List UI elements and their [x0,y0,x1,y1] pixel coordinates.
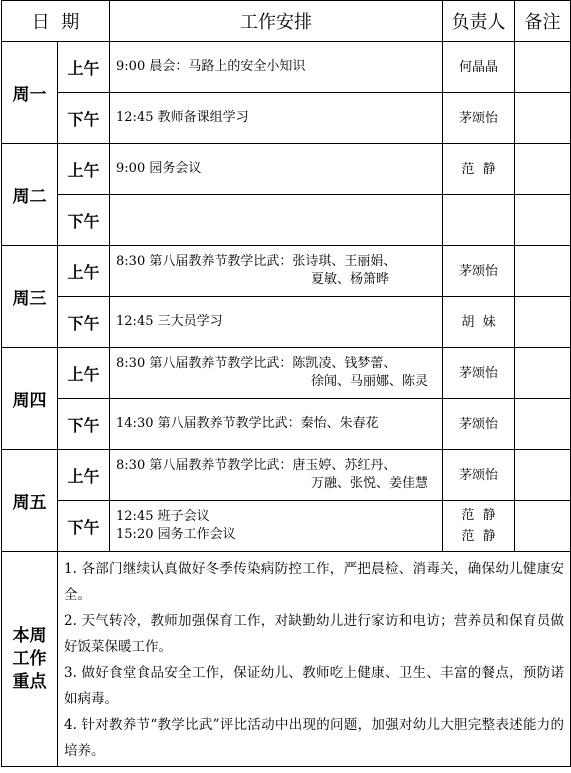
owner-name: 何晶晶 [459,59,499,75]
task-line: 8:30 第八届教养节教学比武：唐玉婷、苏红丹、 [116,458,397,473]
owner-cell [443,348,515,399]
day-label: 周三 [2,246,58,348]
day-label: 周一 [2,42,58,144]
schedule-row [2,297,571,348]
owner-name: 茅颂怡 [459,110,499,126]
note-cell [515,450,571,501]
owner-name: 茅颂怡 [459,365,499,381]
task-cell [110,399,443,450]
header-date: 日 期 [2,1,110,42]
note-cell [515,399,571,450]
task-cell [110,501,443,552]
note-cell [515,144,571,195]
note-cell [515,93,571,144]
period-label: 上午 [58,144,110,195]
day-label: 周四 [2,348,58,450]
focus-row [2,552,571,767]
owner-cell [443,93,515,144]
header-owner: 负责人 [443,1,515,42]
note-cell [515,195,571,246]
owner-name: 范 静 [461,161,496,177]
owner-name: 胡 妹 [461,314,496,330]
header-note: 备注 [515,1,571,42]
task-cell [110,348,443,399]
period-label: 下午 [58,501,110,552]
owner-cell [443,450,515,501]
period-label: 上午 [58,42,110,93]
task-line: 12:45 班子会议 [116,509,210,524]
period-label: 上午 [58,246,110,297]
owner-cell [443,297,515,348]
day-label: 周五 [2,450,58,552]
period-label: 下午 [58,399,110,450]
task-line: 9:00 园务会议 [116,161,202,176]
focus-item: 1. 各部门继续认真做好冬季传染病防控工作，严把晨检、消毒关，确保幼儿健康安全。 [64,561,565,603]
owner-name: 范 静 [461,508,496,523]
period-label: 上午 [58,348,110,399]
owner-name: 范 静 [461,529,496,544]
owner-cell [443,501,515,552]
schedule-row [2,348,571,399]
schedule-row [2,42,571,93]
focus-item: 2. 天气转冷，教师加强保育工作，对缺勤幼儿进行家访和电访；营养员和保育员做好饭菜保暖工作。 [64,613,565,655]
owner-name: 茅颂怡 [459,467,499,483]
focus-item: 4. 针对教养节“教学比武”评比活动中出现的问题，加强对幼儿大胆完整表述能力的培养。 [64,717,565,759]
note-cell [515,501,571,552]
day-label: 周二 [2,144,58,246]
task-line: 万融、张悦、姜佳慧 [311,476,429,491]
schedule-row [2,501,571,552]
focus-content [58,552,571,767]
task-cell [110,144,443,195]
owner-cell [443,195,515,246]
task-line: 9:00 晨会：马路上的安全小知识 [116,59,306,74]
owner-cell [443,42,515,93]
focus-label: 本周 工作 重点 [2,552,58,767]
task-cell [110,195,443,246]
period-label: 下午 [58,195,110,246]
period-label: 下午 [58,93,110,144]
schedule-row [2,246,571,297]
note-cell [515,297,571,348]
header-task: 工作安排 [110,1,443,42]
note-cell [515,348,571,399]
note-cell [515,42,571,93]
weekly-schedule-table [1,0,571,767]
focus-item: 3. 做好食堂食品安全工作，保证幼儿、教师吃上健康、卫生、丰富的餐点，预防诺如病毒。 [64,665,565,707]
period-label: 下午 [58,297,110,348]
task-line: 12:45 教师备课组学习 [116,110,249,125]
task-cell [110,246,443,297]
task-cell [110,297,443,348]
schedule-row [2,399,571,450]
schedule-row [2,195,571,246]
task-line: 15:20 园务工作会议 [116,527,236,542]
schedule-row [2,144,571,195]
task-line: 12:45 三大员学习 [116,314,223,329]
schedule-row [2,450,571,501]
owner-cell [443,399,515,450]
header-row [2,1,571,42]
owner-cell [443,246,515,297]
owner-name: 茅颂怡 [459,263,499,279]
schedule-row [2,93,571,144]
task-line: 徐闻、马丽娜、陈灵 [311,374,429,389]
task-line: 14:30 第八届教养节教学比武：秦怡、朱春花 [116,416,379,431]
task-line: 夏敏、杨箫晔 [311,272,390,287]
task-line: 8:30 第八届教养节教学比武：张诗琪、王丽娟、 [116,254,397,269]
task-cell [110,42,443,93]
owner-cell [443,144,515,195]
task-cell [110,450,443,501]
task-cell [110,93,443,144]
note-cell [515,246,571,297]
owner-name: 茅颂怡 [459,416,499,432]
task-line: 8:30 第八届教养节教学比武：陈凯凌、钱梦蕾、 [116,356,397,371]
period-label: 上午 [58,450,110,501]
